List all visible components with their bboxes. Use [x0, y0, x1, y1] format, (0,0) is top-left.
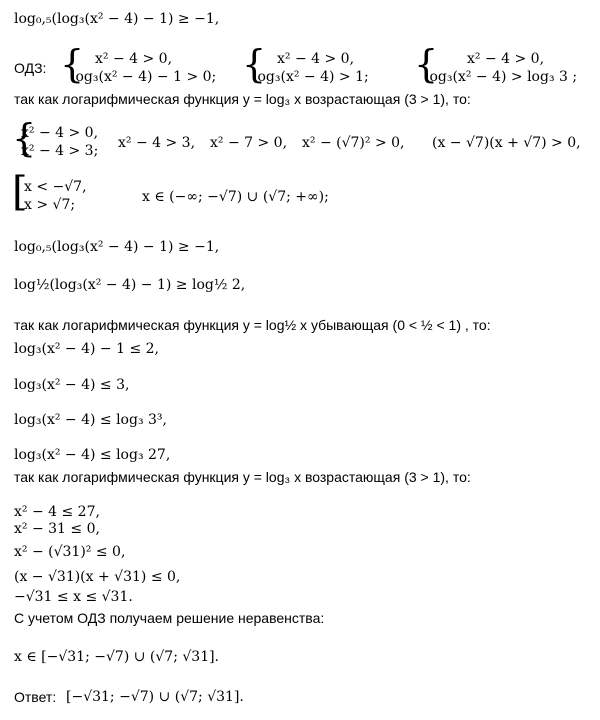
inequality-line-9: x² − 31 ≤ 0, — [14, 521, 100, 537]
explanation-text-2: так как логарифмическая функция y = log½ x убывающая (0 < ½ < 1) , то: — [14, 317, 491, 333]
inequality-line-3: log½(log₃(x² − 4) − 1) ≥ log½ 2, — [14, 277, 246, 293]
inequality-line-2: log₀,₅(log₃(x² − 4) − 1) ≥ −1, — [14, 239, 220, 255]
system-row: x² − 4 > 3; — [21, 143, 99, 159]
left-brace-icon: { — [60, 42, 85, 86]
system-row: x² − 4 > 0, — [467, 51, 545, 67]
system-row: log₃(x² − 4) > log₃ 3 ; — [425, 69, 578, 85]
left-brace-icon: { — [12, 116, 37, 160]
left-bracket-icon: [ — [12, 169, 28, 215]
solution-set: x ∈ [−√31; −√7) ∪ (√7; √31]. — [14, 649, 220, 665]
system-row: log₃(x² − 4) − 1 > 0; — [71, 69, 217, 85]
left-brace-icon: { — [242, 42, 267, 86]
inequality-line-8: x² − 4 ≤ 27, — [14, 504, 100, 520]
inequality-line-10: x² − (√31)² ≤ 0, — [14, 544, 126, 560]
expression-4: (x − √7)(x + √7) > 0, — [432, 135, 581, 151]
explanation-text-3: так как логарифмическая функция y = log₃ x возрастающая (3 > 1), то: — [14, 469, 471, 485]
inequality-line-12: −√31 ≤ x ≤ √31. — [14, 589, 133, 605]
bracket-row: x < −√7, — [24, 179, 87, 195]
explanation-text-1: так как логарифмическая функция y = log₃ x возрастающая (3 > 1), то: — [14, 91, 471, 107]
inequality-line-5: log₃(x² − 4) ≤ 3, — [14, 377, 130, 393]
inequality-line-6: log₃(x² − 4) ≤ log₃ 3³, — [14, 412, 167, 428]
expression-2: x² − 7 > 0, — [210, 135, 288, 151]
system-row: x² − 4 > 0, — [95, 51, 173, 67]
answer-value: [−√31; −√7) ∪ (√7; √31]. — [66, 689, 244, 705]
explanation-text-4: С учетом ОДЗ получаем решение неравенства: — [14, 610, 325, 626]
system-row: x² − 4 > 0, — [277, 51, 355, 67]
inequality-line-7: log₃(x² − 4) ≤ log₃ 27, — [14, 447, 171, 463]
bracket-row: x > √7; — [24, 197, 76, 213]
answer-label: Ответ: — [14, 689, 57, 705]
inequality-line-1: log₀,₅(log₃(x² − 4) − 1) ≥ −1, — [14, 11, 220, 27]
system-row: x² − 4 > 0, — [21, 125, 99, 141]
inequality-line-11: (x − √31)(x + √31) ≤ 0, — [14, 569, 181, 585]
expression-3: x² − (√7)² > 0, — [302, 135, 405, 151]
left-brace-icon: { — [414, 42, 439, 86]
odz-label: ОДЗ: — [14, 60, 47, 76]
inequality-line-4: log₃(x² − 4) − 1 ≤ 2, — [14, 341, 159, 357]
odz-interval: x ∈ (−∞; −√7) ∪ (√7; +∞); — [142, 189, 329, 205]
expression-1: x² − 4 > 3, — [118, 135, 196, 151]
system-row: log₃(x² − 4) > 1; — [253, 69, 369, 85]
